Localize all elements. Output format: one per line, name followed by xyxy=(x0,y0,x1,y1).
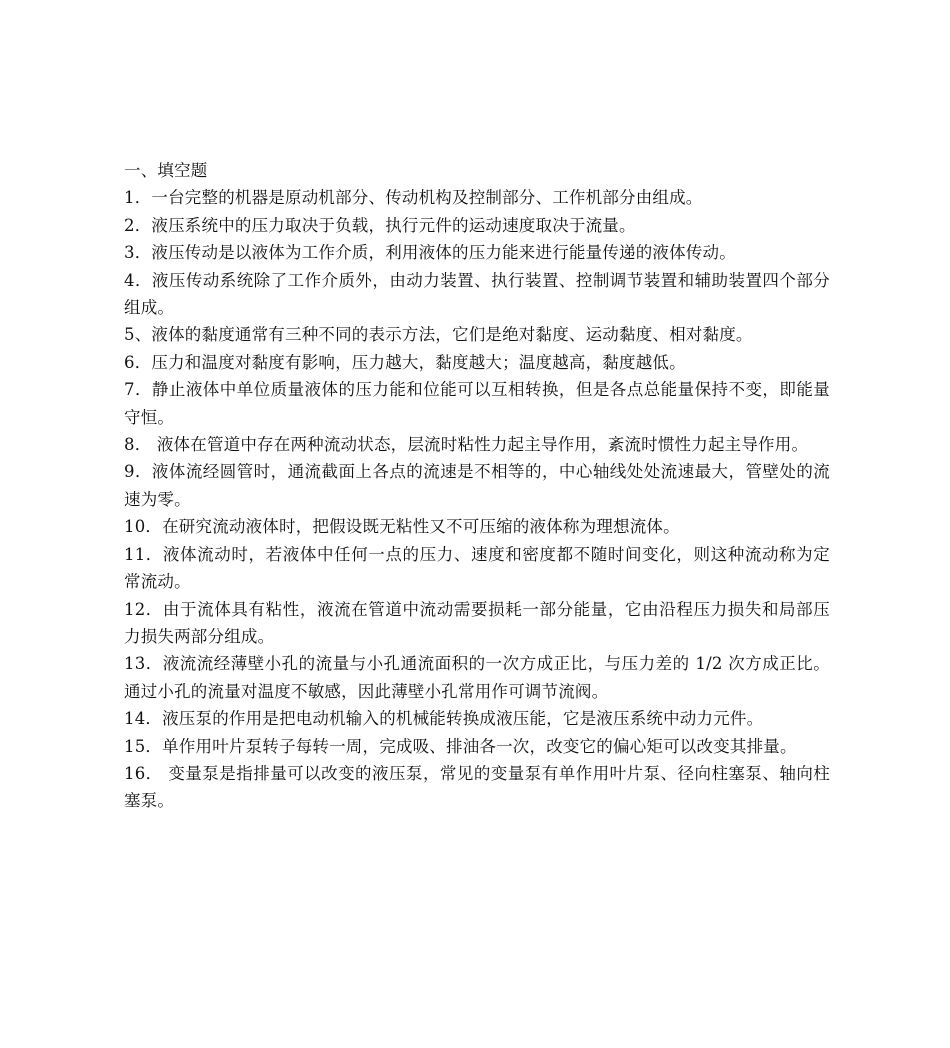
section-heading: 一、填空题 xyxy=(124,161,208,180)
question-item-14: 14．液压泵的作用是把电动机输入的机械能转换成液压能，它是液压系统中动力元件。 xyxy=(124,709,764,729)
question-item-12: 12．由于流体具有粘性，液流在管道中流动需要损耗一部分能量，它由沿程压力损失和局部压力损失两部分组成。 xyxy=(124,599,830,646)
question-item-16: 16． 变量泵是指排量可以改变的液压泵，常见的变量泵有单作用叶片泵、径向柱塞泵、轴向柱塞泵。 xyxy=(124,763,830,811)
question-item-1: 1．一台完整的机器是原动机部分、传动机构及控制部分、工作机部分由组成。 xyxy=(124,188,703,208)
question-item-3: 3．液压传动是以液体为工作介质，利用液体的压力能来进行能量传递的液体传动。 xyxy=(124,243,736,263)
question-item-6: 6．压力和温度对黏度有影响，压力越大，黏度越大；温度越高，黏度越低。 xyxy=(124,352,686,372)
question-item-10: 10．在研究流动液体时，把假设既无粘性又不可压缩的液体称为理想流体。 xyxy=(124,517,680,537)
question-item-9: 9．液体流经圆管时，通流截面上各点的流速是不相等的，中心轴线处处流速最大，管壁处的流速为零。 xyxy=(124,462,830,509)
question-item-5: 5、液体的黏度通常有三种不同的表示方法，它们是绝对黏度、运动黏度、相对黏度。 xyxy=(124,325,753,345)
question-item-4: 4．液压传动系统除了工作介质外，由动力装置、执行装置、控制调节装置和辅助装置四个部分组成。 xyxy=(124,270,830,318)
question-item-15: 15．单作用叶片泵转子每转一周，完成吸、排油各一次，改变它的偏心矩可以改变其排量。 xyxy=(124,736,797,756)
question-item-11: 11．液体流动时，若液体中任何一点的压力、速度和密度都不随时间变化，则这种流动称为定常流动。 xyxy=(124,544,830,592)
question-item-2: 2．液压系统中的压力取决于负载，执行元件的运动速度取决于流量。 xyxy=(124,215,636,235)
document-page xyxy=(124,157,830,815)
question-item-8: 8． 液体在管道中存在两种流动状态，层流时粘性力起主导作用，紊流时惯性力起主导作用。 xyxy=(124,435,809,455)
question-item-7: 7．静止液体中单位质量液体的压力能和位能可以互相转换，但是各点总能量保持不变，即能量守恒。 xyxy=(124,380,830,427)
question-item-13: 13．液流流经薄壁小孔的流量与小孔通流面积的一次方成正比，与压力差的 1/2 次方成正比。通过小孔的流量对温度不敏感，因此薄壁小孔常用作可调节流阀。 xyxy=(124,654,830,701)
